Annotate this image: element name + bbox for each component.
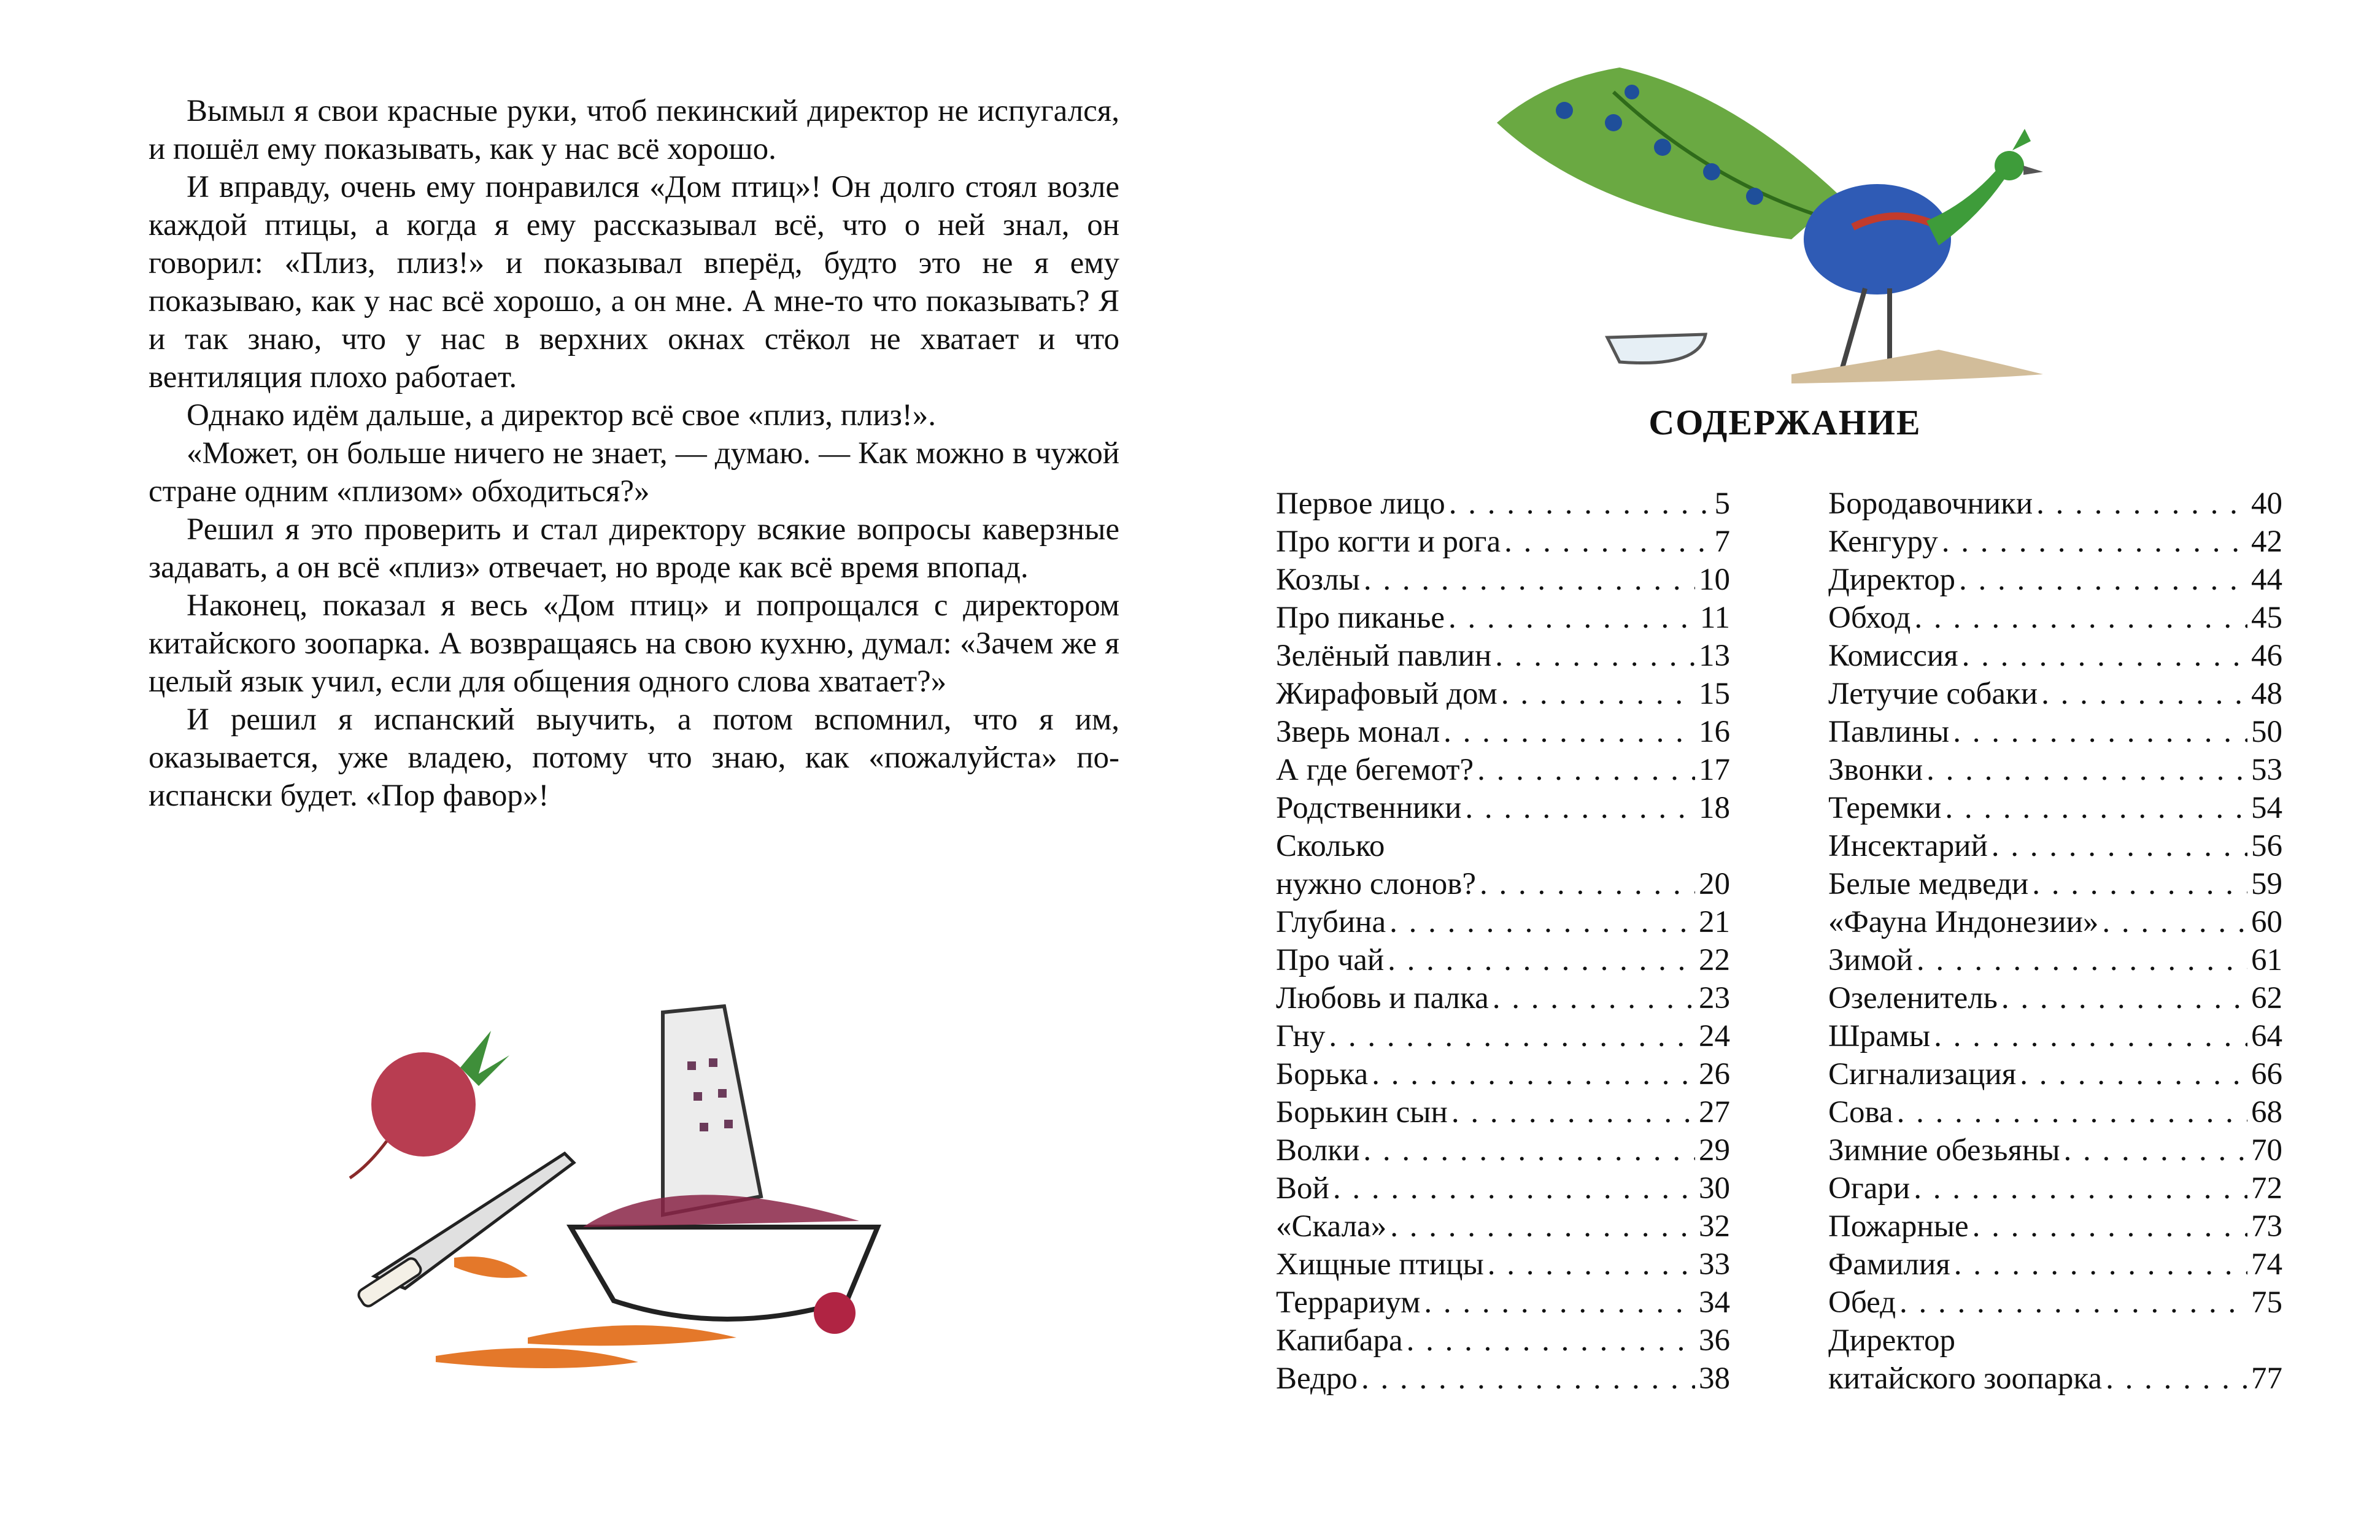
toc-entry-title: Кенгуру: [1828, 525, 1938, 559]
toc-entry: [1828, 789, 2282, 827]
toc-entry-title: Жирафовый дом: [1276, 677, 1497, 711]
peacock-tail-illustration: [1497, 67, 1841, 239]
toc-entry-title: Огари: [1828, 1171, 1911, 1206]
toc-entry: [1276, 979, 1730, 1017]
paragraph: И решил я испанский выучить, а потом вспомнил, что я им, оказывается, уже владею, потому что знаю, как «пожалуйста» по-испански будет. «Пор фавор»!: [149, 703, 1119, 813]
paragraph: Однако идём дальше, а директор всё свое «плиз, плиз!».: [187, 398, 937, 433]
toc-entry-page: 40: [2251, 487, 2282, 521]
toc-entry-title-line1: Директор: [1828, 1323, 1955, 1358]
paragraph: Вымыл я свои красные руки, чтоб пекинский директор не испугался, и пошёл ему показывать, как у нас всё хорошо.: [149, 94, 1119, 166]
toc-entry-title: Сова: [1828, 1095, 1893, 1130]
toc-entry: [1276, 1055, 1730, 1093]
toc-entry: [1828, 979, 2282, 1017]
toc-entry-page: 30: [1699, 1171, 1730, 1206]
toc-entry-title: Директор: [1828, 563, 1955, 597]
toc-entry-title: Глубина: [1276, 905, 1386, 939]
toc-entry-page: 42: [2251, 525, 2282, 559]
toc-entry-page: 38: [1699, 1361, 1730, 1396]
toc-entry-title: Зимние обезьяны: [1828, 1133, 2060, 1168]
toc-entry: [1276, 713, 1730, 751]
toc-entry-title: Бородавочники: [1828, 487, 2033, 521]
toc-entry: [1828, 713, 2282, 751]
toc-entry-title: Сигнализация: [1828, 1057, 2017, 1091]
water-bowl-illustration: [1607, 334, 1706, 363]
toc-entry: [1828, 865, 2282, 903]
toc-entry: [1276, 1245, 1730, 1284]
toc-entry-page: 77: [2251, 1361, 2282, 1396]
toc-entry-page: 44: [2251, 563, 2282, 597]
toc-entry-page: 54: [2251, 791, 2282, 825]
toc-entry-title: Обход: [1828, 601, 1911, 635]
toc-entry: [1828, 637, 2282, 675]
toc-entry-page: 13: [1699, 639, 1730, 673]
toc-entry-title: Борька: [1276, 1057, 1369, 1091]
toc-entry-page: 18: [1699, 791, 1730, 825]
toc-entry: [1276, 903, 1730, 941]
toc-entry: [1276, 751, 1730, 789]
toc-entry: [1828, 941, 2282, 979]
toc-entry-title: Павлины: [1828, 715, 1950, 749]
peacock-illustration: [1472, 55, 2055, 399]
toc-entry: [1828, 1131, 2282, 1169]
grater-illustration: [663, 1006, 761, 1215]
toc-entry-title: Борькин сын: [1276, 1095, 1448, 1130]
toc-entry: [1828, 1093, 2282, 1131]
toc-entry: [1276, 1322, 1730, 1360]
toc-entry: [1276, 1169, 1730, 1207]
toc-entry-page: 27: [1699, 1095, 1730, 1130]
paragraph: Наконец, показал я весь «Дом птиц» и попрощался с директором китайского зоопарка. А возвращаясь на свою кухню, думал: «Зачем же я целый язык учил, если для общения одного слова хватает?»: [149, 588, 1119, 699]
toc-entry-page: 59: [2251, 867, 2282, 901]
toc-entry-title: Гну: [1276, 1019, 1326, 1053]
radish-illustration: [814, 1292, 856, 1334]
toc-entry: [1276, 1284, 1730, 1322]
toc-entry-title: Любовь и палка: [1276, 981, 1489, 1015]
toc-entry-title: Зверь монал: [1276, 715, 1440, 749]
toc-entry-title: Зимой: [1828, 943, 1913, 977]
peacock-body-illustration: [1804, 184, 1951, 295]
toc-entry-page: 26: [1699, 1057, 1730, 1091]
toc-entry-page: 33: [1699, 1247, 1730, 1282]
toc-entry-page: 24: [1699, 1019, 1730, 1053]
toc-entry: [1828, 1207, 2282, 1245]
toc-entry-title: Озеленитель: [1828, 981, 1998, 1015]
toc-entry-title: Фамилия: [1828, 1247, 1950, 1282]
toc-entry-title: Ведро: [1276, 1361, 1358, 1396]
toc-entry: [1828, 523, 2282, 561]
toc-entry: [1828, 599, 2282, 637]
toc-entry-title: Пожарные: [1828, 1209, 1969, 1244]
toc-entry-page: 23: [1699, 981, 1730, 1015]
toc-entry-page: 48: [2251, 677, 2282, 711]
toc-entry-page: 46: [2251, 639, 2282, 673]
toc-entry-page: 66: [2251, 1057, 2282, 1091]
toc-entry-page: 45: [2251, 601, 2282, 635]
toc-entry: [1828, 1055, 2282, 1093]
toc-entry-page: 50: [2251, 715, 2282, 749]
toc-entry-page: 22: [1699, 943, 1730, 977]
toc-entry: [1828, 1245, 2282, 1284]
toc-entry: [1828, 1169, 2282, 1207]
toc-entry: [1828, 485, 2282, 523]
toc-entry-page: 17: [1699, 753, 1730, 787]
toc-entry-page: 64: [2251, 1019, 2282, 1053]
toc-entry-title: Инсектарий: [1828, 829, 1988, 863]
toc-entry-page: 74: [2251, 1247, 2282, 1282]
toc-entry-page: 5: [1714, 487, 1730, 521]
toc-entry-title: Про чай: [1276, 943, 1385, 977]
toc-entry-title: Про пиканье: [1276, 601, 1445, 635]
toc-entry: [1276, 1017, 1730, 1055]
toc-entry-title: «Скала»: [1276, 1209, 1387, 1244]
toc-entry-title: Комиссия: [1828, 639, 1958, 673]
toc-entry-title: Террариум: [1276, 1285, 1421, 1320]
toc-entry: [1276, 523, 1730, 561]
toc-entry-page: 34: [1699, 1285, 1730, 1320]
toc-entry-title: Вой: [1276, 1171, 1329, 1206]
toc-entry-title: Зелёный павлин: [1276, 639, 1492, 673]
beet-illustration: [371, 1052, 476, 1157]
toc-entry-page: 29: [1699, 1133, 1730, 1168]
contents-title: СОДЕРЖАНИЕ: [1648, 402, 1922, 442]
carrot-illustration: [436, 1348, 638, 1368]
toc-entry: [1828, 1284, 2282, 1322]
toc-entry: [1828, 561, 2282, 599]
toc-entry: [1828, 751, 2282, 789]
toc-entry-title: Звонки: [1828, 753, 1923, 787]
story-text: [149, 92, 1119, 815]
toc-entry-page: 53: [2251, 753, 2282, 787]
toc-entry-title: Козлы: [1276, 563, 1360, 597]
toc-entry-page: 73: [2251, 1209, 2282, 1244]
toc-entry-title: Теремки: [1828, 791, 1942, 825]
toc-entry: [1276, 1207, 1730, 1245]
branch-illustration: [1791, 350, 2043, 383]
toc-entry-page: 21: [1699, 905, 1730, 939]
paragraph: И вправду, очень ему понравился «Дом птиц»! Он долго стоял возле каждой птицы, а когда я ему рассказывал всё, что о ней знал, он говорил: «Плиз, плиз!» и показывал вперёд, будто это не я ему показываю, как у нас всё хорошо, а он мне. А мне-то что показывать? Я и так знаю, что у нас в верхних окнах стёкол не хватает и что вентиляция плохо работает.: [149, 170, 1119, 395]
toc-entry: [1276, 675, 1730, 713]
toc-entry-title: Шрамы: [1828, 1019, 1931, 1053]
toc-entry-multiline: [1276, 827, 1730, 903]
toc-entry-title-line2: нужно слонов?: [1276, 867, 1476, 901]
paragraph: «Может, он больше ничего не знает, — думаю. — Как можно в чужой стране одним «плизом» обходиться?»: [149, 436, 1119, 509]
toc-entry-page: 20: [1699, 867, 1730, 901]
toc-entry-page: 10: [1699, 563, 1730, 597]
peacock-neck-illustration: [1926, 166, 2009, 245]
toc-entry-title: Белые медведи: [1828, 867, 2029, 901]
kitchen-illustration: [295, 994, 957, 1399]
toc-entry-title: Летучие собаки: [1828, 677, 2038, 711]
toc-entry-page: 61: [2251, 943, 2282, 977]
toc-entry-title: Волки: [1276, 1133, 1360, 1168]
toc-entry-title: Хищные птицы: [1276, 1247, 1484, 1282]
toc-entry-title: Первое лицо: [1276, 487, 1445, 521]
toc-entry-page: 70: [2251, 1133, 2282, 1168]
toc-entry: [1276, 637, 1730, 675]
toc-entry-page: 72: [2251, 1171, 2282, 1206]
toc-entry: [1276, 1360, 1730, 1398]
toc-entry-page: 56: [2251, 829, 2282, 863]
toc-entry: [1276, 1093, 1730, 1131]
toc-entry-title: «Фауна Индонезии»: [1828, 905, 2099, 939]
toc-entry: [1828, 903, 2282, 941]
toc-entry: [1276, 485, 1730, 523]
toc-entry-page: 75: [2251, 1285, 2282, 1320]
toc-entry: [1276, 599, 1730, 637]
toc-entry-title: Родственники: [1276, 791, 1462, 825]
toc-column-left: [1276, 485, 1730, 1398]
toc-entry-title: Про когти и рога: [1276, 525, 1501, 559]
paragraph: Решил я это проверить и стал директору всякие вопросы каверзные задавать, а он всё «плиз» отвечает, но вроде как всё время впопад.: [149, 512, 1119, 585]
toc-entry-page: 60: [2251, 905, 2282, 939]
toc-entry-title: Капибара: [1276, 1323, 1403, 1358]
toc-entry-page: 36: [1699, 1323, 1730, 1358]
toc-entry: [1276, 789, 1730, 827]
toc-entry-title: Обед: [1828, 1285, 1896, 1320]
toc-entry-title-line1: Сколько: [1276, 829, 1385, 863]
toc-entry-title-line2: китайского зоопарка: [1828, 1361, 2103, 1396]
toc-entry: [1828, 675, 2282, 713]
toc-entry: [1276, 941, 1730, 979]
right-page: [1190, 0, 2380, 1540]
toc-entry: [1276, 561, 1730, 599]
toc-entry-page: 16: [1699, 715, 1730, 749]
toc-entry-page: 32: [1699, 1209, 1730, 1244]
toc-entry-title: А где бегемот?: [1276, 753, 1474, 787]
toc-entry-page: 11: [1699, 601, 1730, 635]
toc-entry: [1828, 1017, 2282, 1055]
toc-entry-page: 62: [2251, 981, 2282, 1015]
toc-entry: [1276, 1131, 1730, 1169]
toc-entry: [1828, 827, 2282, 865]
toc-entry-page: 15: [1699, 677, 1730, 711]
toc-entry-page: 68: [2251, 1095, 2282, 1130]
toc-entry-page: 7: [1714, 525, 1730, 559]
toc-entry-multiline: [1828, 1322, 2282, 1398]
toc-column-right: [1828, 485, 2282, 1398]
peacock-head-illustration: [1995, 151, 2024, 180]
